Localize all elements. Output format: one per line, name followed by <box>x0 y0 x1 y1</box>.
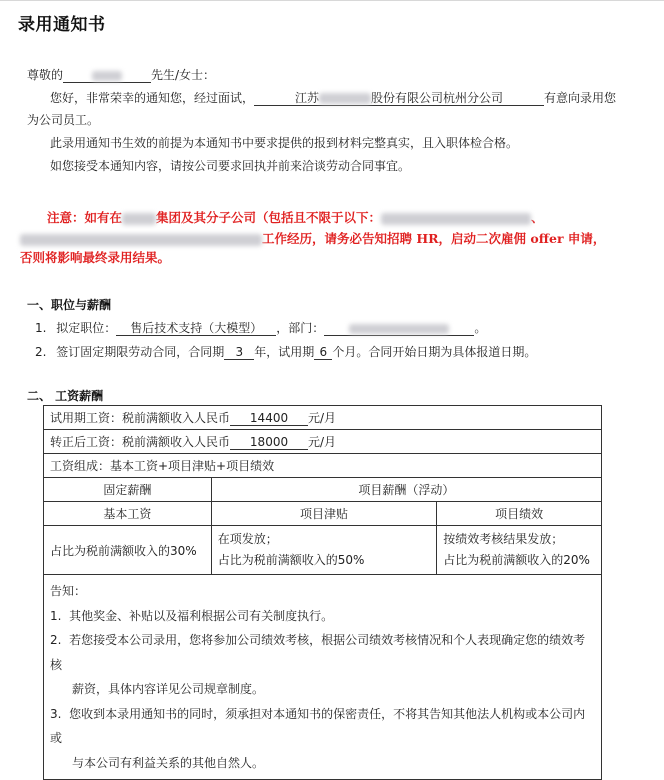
page-title: 录用通知书 <box>18 15 106 35</box>
component-desc-row <box>44 526 602 575</box>
component-header-row <box>44 502 602 526</box>
item-number: 1. <box>35 321 47 335</box>
note-number: 1. <box>50 608 62 623</box>
redacted-company-list <box>20 234 262 246</box>
item-number: 2. <box>35 345 47 359</box>
position-value: 售后技术支持（大模型） <box>116 321 276 336</box>
department-field <box>324 321 474 336</box>
contract-label: 签订固定期限劳动合同，合同期 <box>56 345 225 359</box>
project-allowance-desc <box>211 526 437 575</box>
intro-text: 您好，非常荣幸的通知您，经过面试， <box>50 91 255 105</box>
notice-line1 <box>47 208 544 226</box>
performance-desc-line1: 按绩效考核结果发放； <box>443 532 564 546</box>
note-2 <box>50 628 595 677</box>
probation-salary-row <box>44 406 602 430</box>
redacted-company <box>319 93 371 104</box>
salary-table <box>43 405 602 780</box>
company-name-field <box>254 91 544 106</box>
allowance-desc-line1: 在项发放； <box>217 532 278 546</box>
note-1 <box>50 604 595 629</box>
note-text: 您收到本录用通知书的同时，须承担对本通知书的保密责任，不将其告知其他法人机构或本公司内或 <box>50 706 586 745</box>
intro-paragraph-line2: 为公司员工。 <box>27 113 100 127</box>
project-allowance-header: 项目津贴 <box>211 502 437 526</box>
salary-composition: 工资组成：基本工资+项目津贴+项目绩效 <box>44 454 602 478</box>
probation-salary-unit: 元/月 <box>308 411 337 425</box>
top-border <box>0 0 664 1</box>
performance-desc-line2: 占比为税前满额收入的20% <box>443 553 590 567</box>
note-number: 3. <box>50 706 62 721</box>
redacted-name <box>92 71 122 81</box>
note-3 <box>50 702 595 751</box>
company-name-part1: 江苏 <box>295 91 320 105</box>
position-line <box>35 319 486 336</box>
intro-text-tail: 有意向录用您 <box>544 91 617 105</box>
note-2-continuation: 薪资，具体内容详见公司规章制度。 <box>72 682 265 696</box>
condition-paragraph: 此录用通知书生效的前提为本通知书中要求提供的报到材料完整真实，且入职体检合格。 <box>50 136 519 150</box>
intro-paragraph-line1 <box>50 89 616 106</box>
redacted-group <box>122 213 156 225</box>
project-performance-desc <box>437 526 602 575</box>
composition-row <box>44 454 602 478</box>
probation-months: 6 <box>314 345 332 360</box>
project-pay-header: 项目薪酬（浮动） <box>211 478 601 502</box>
notice-line2 <box>20 229 605 247</box>
notes-row <box>44 575 602 780</box>
regular-salary-amount: 18000 <box>230 435 308 450</box>
contract-years: 3 <box>224 345 254 360</box>
notice-text-b: 集团及其分子公司（包括且不限于以下： <box>156 210 382 225</box>
contract-line <box>35 343 536 360</box>
probation-salary-amount: 14400 <box>230 411 308 426</box>
department-label: ，部门： <box>276 321 325 335</box>
basic-salary-desc: 占比为税前满额收入的30% <box>44 526 212 575</box>
notice-text-c: 、 <box>531 210 544 225</box>
allowance-desc-line2: 占比为税前满额收入的50% <box>217 553 365 567</box>
contract-tail: 个月。合同开始日期为具体报道日期。 <box>332 345 537 359</box>
redacted-department <box>349 324 449 334</box>
regular-salary-row <box>44 430 602 454</box>
notes-cell <box>44 575 602 780</box>
note-text: 其他奖金、补贴以及福利根据公司有关制度执行。 <box>69 608 334 623</box>
notice-line3: 否则将影响最终录用结果。 <box>20 250 171 265</box>
period: 。 <box>474 321 487 335</box>
notice-text-line2: 工作经历，请务必告知招聘 HR，启动二次雇佣 offer 申请， <box>262 231 606 246</box>
notice-text-a: 注意：如有在 <box>47 210 123 225</box>
regular-salary-label: 转正后工资：税前满额收入人民币 <box>50 435 231 449</box>
fixed-pay-header: 固定薪酬 <box>44 478 212 502</box>
notes-label: 告知： <box>50 584 87 598</box>
regular-salary-unit: 元/月 <box>308 435 337 449</box>
reply-paragraph: 如您接受本通知内容，请按公司要求回执并前来洽谈劳动合同事宜。 <box>50 159 411 173</box>
section1-heading: 一、职位与薪酬 <box>27 298 112 312</box>
section2-heading: 二、 工资薪酬 <box>27 389 104 403</box>
probation-salary-label: 试用期工资：税前满额收入人民币 <box>50 411 231 425</box>
probation-label: 年，试用期 <box>254 345 315 359</box>
category-header-row <box>44 478 602 502</box>
note-3-continuation: 与本公司有利益关系的其他自然人。 <box>72 755 265 770</box>
position-label: 拟定职位： <box>56 321 117 335</box>
greeting-suffix: 先生/女士： <box>151 68 216 82</box>
note-number: 2. <box>50 633 62 647</box>
project-performance-header: 项目绩效 <box>437 502 602 526</box>
company-name-part2: 股份有限公司杭州分公司 <box>371 91 504 105</box>
greeting-prefix: 尊敬的 <box>27 68 64 82</box>
recipient-name-field <box>63 68 151 83</box>
greeting-line <box>27 66 215 83</box>
note-text: 若您接受本公司录用，您将参加公司绩效考核，根据公司绩效考核情况和个人表现确定您的绩效考核 <box>50 633 586 672</box>
basic-salary-header: 基本工资 <box>44 502 212 526</box>
redacted-companies <box>381 213 531 225</box>
